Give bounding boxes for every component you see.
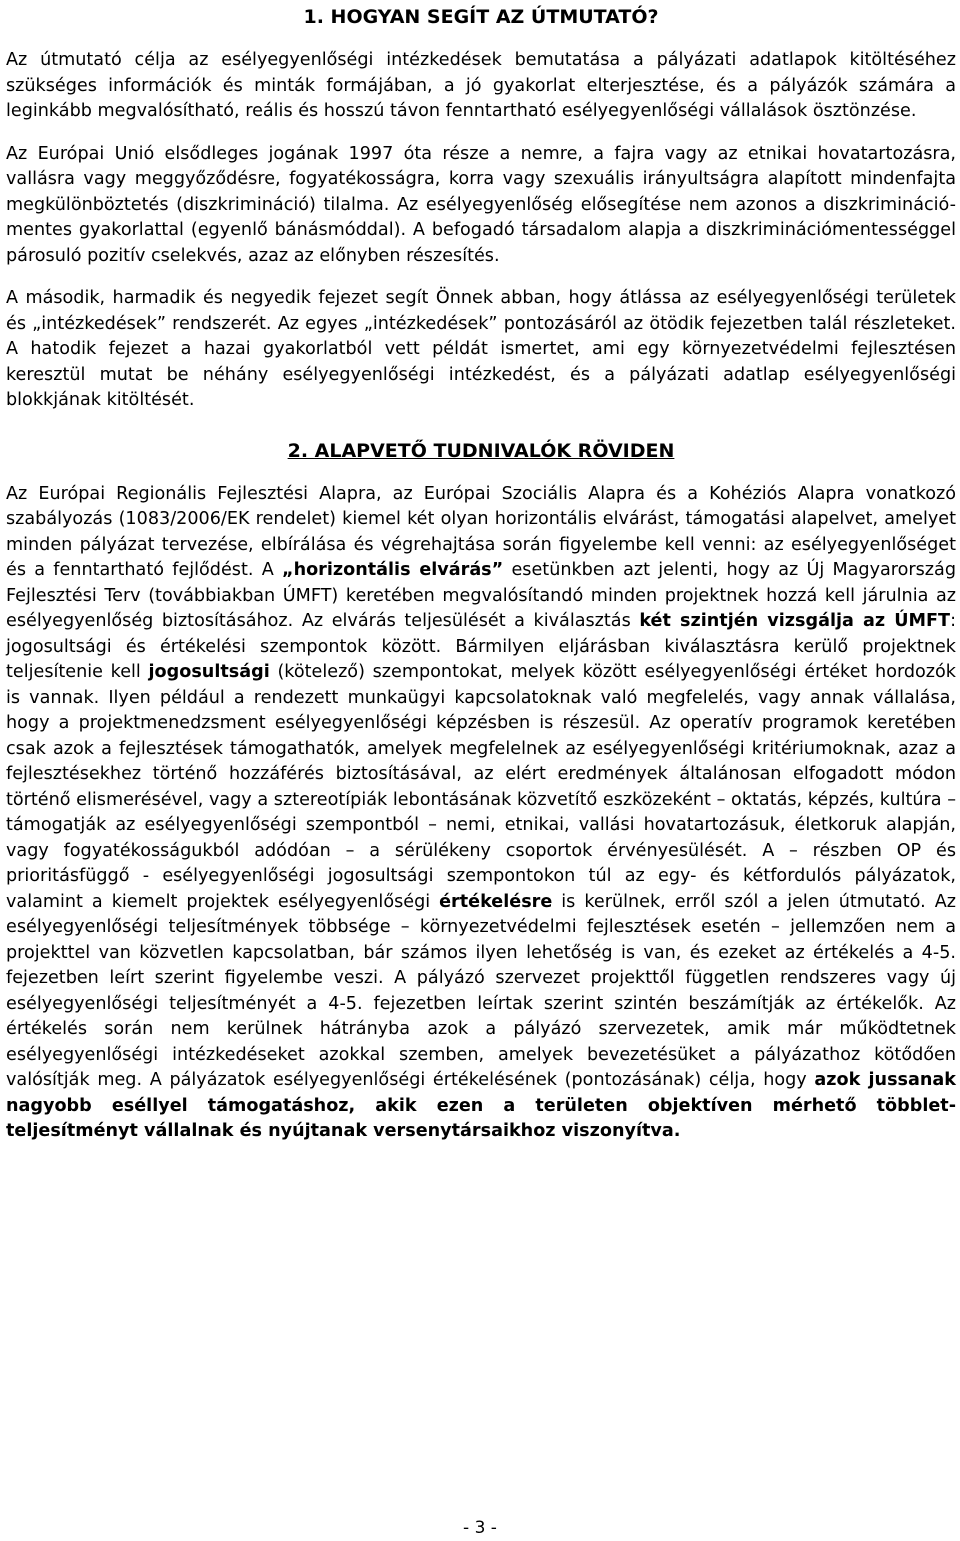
basics-bold-evaluation: értékelésre bbox=[439, 891, 553, 912]
basics-text-1: Az Európai Regionális Fejlesztési Alapra, az Európai Szociális Alapra és a Kohéziós Alapra vonatkozó szabályozás (1083/2006/EK rendelet) kiemel két olyan horizontális elvárást, támogatási alapelvet, amelyet minden pályázat tervezése, elbírálása és végrehajtása során figyelembe kell venni: az esélyegyenlőséget és a fenntartható fejlődést. A bbox=[6, 483, 956, 580]
paragraph-eu-law: Az Európai Unió elsődleges jogának 1997 óta része a nemre, a fajra vagy az etnikai hovatartozásra, vallásra vagy meggyőződésre, fogyatékosságra, korra vagy szexuális irányultságra alapított mindenfajta megkülönböztetés (diszkrimináció) tilalma. Az esélyegyenlőség elősegítése nem azonos a diszkrimináció-mentes gyakorlattal (egyenlő bánásmóddal). A befogadó társadalom alapja a diszkriminációmentességgel párosuló pozitív cselekvés, azaz az előnyben részesítés. bbox=[6, 143, 956, 266]
basics-bold-conclusion: azok jussanak nagyobb eséllyel támogatáshoz, akik ezen a területen objektíven mérhető többlet-teljesítményt vállalnak és nyújtanak versenytársaikhoz viszonyítva. bbox=[6, 1070, 956, 1141]
paragraph-basics bbox=[6, 482, 956, 1145]
section-heading-2: 2. ALAPVETŐ TUDNIVALÓK RÖVIDEN bbox=[287, 439, 675, 462]
section-heading-2-wrap bbox=[6, 438, 956, 464]
section-heading-1: 1. HOGYAN SEGÍT AZ ÚTMUTATÓ? bbox=[303, 6, 659, 28]
basics-bold-horizontal: „horizontális elvárás” bbox=[282, 560, 504, 580]
basics-bold-two-levels: két szintjén vizsgálja az ÚMFT bbox=[639, 611, 951, 631]
basics-text-4: (kötelező) szempontokat, melyek között esélyegyenlőségi értéket hordozók is vannak. Ilyen például a rendezett munkaügyi kapcsolatoknak való megfelelés, vagy annak vállalása, hogy a projektmenedzsment esélyegyenlőségi képzésben is részesül. Az operatív programok keretében csak azok a fejlesztések támogathatók, amelyek megfelelnek az esélyegyenlőségi kritériumoknak, azaz a fejlesztésekhez történő hozzáférés biztosításával, az elért eredmények általánosan elfogadott módon történő elismerésével, vagy a sztereotípiák lebontásának közvetítő eszközeként – oktatás, képzés, kultúra – támogatják az esélyegyenlőségi szempontból – nemi, etnikai, vallási hovatartozásuk, életkoruk alapján, vagy fogyatékosságukból adódóan – a sérülékeny csoportok érvényesülését. A – részben OP és prioritásfüggő - esélyegyenlőségi jogosultsági szempontokon túl az egy- és kétfordulós pályázatok, valamint a kiemelt projektek esélyegyenlőségi bbox=[6, 662, 956, 912]
document-page bbox=[6, 4, 956, 1145]
basics-text-3: : jogosultsági és értékelési szempontok között. Bármilyen eljárásban kiválasztásra kerülő projektnek teljesítenie kell bbox=[6, 611, 956, 682]
paragraph-purpose: Az útmutató célja az esélyegyenlőségi intézkedések bemutatása a pályázati adatlapok kitöltéséhez szükséges információk és minták formájában, a jó gyakorlat elterjesztése, és a pályázók számára a leginkább megvalósítható, reális és hosszú távon fenntartható esélyegyenlőségi vállalások ösztönzése. bbox=[6, 50, 956, 121]
paragraph-chapters: A második, harmadik és negyedik fejezet segít Önnek abban, hogy átlássa az esélyegyenlőségi területek és „intézkedések” rendszerét. Az egyes „intézkedések” pontozásáról az ötödik fejezetben talál részleteket. A hatodik fejezet a hazai gyakorlatból vett példát ismertet, ami egy környezetvédelmi fejlesztésen keresztül mutat be néhány esélyegyenlőségi intézkedést, és a pályázati adatlap esélyegyenlőségi blokkjának kitöltését. bbox=[6, 288, 956, 410]
basics-text-5: is kerülnek, erről szól a jelen útmutató. Az esélyegyenlőségi teljesítmények többsége – környezetvédelmi fejlesztések esetén – jellemzően nem a projekttel van közvetlen kapcsolatban, bár számos ilyen lehetőség is van, és ezeket az értékelés a 4-5. fejezetben leírt szerint figyelembe veszi. A pályázó szervezet projekttől független rendszeres vagy új esélyegyenlőségi teljesítményét a 4-5. fejezetben leírtak szerint szintén beszámítják az értékelők. Az értékelés során nem kerülnek hátrányba azok a pályázó szervezetek, amik már működtetnek esélyegyenlőségi intézkedéseket azokkal szemben, amelyek bevezetésüket a pályázathoz kötődően valósítják meg. A pályázatok esélyegyenlőségi értékelésének (pontozásának) célja, hogy bbox=[6, 891, 956, 1090]
page-number: - 3 - bbox=[463, 1518, 497, 1538]
basics-text-2: esetünkben azt jelenti, hogy az Új Magyarország Fejlesztési Terv (továbbiakban ÚMFT) keretében megvalósítandó minden projektnek hozzá kell járulnia az esélyegyenlőség biztosításához. Az elvárás teljesülését a kiválasztás bbox=[6, 560, 956, 631]
basics-bold-eligibility: jogosultsági bbox=[148, 662, 270, 682]
